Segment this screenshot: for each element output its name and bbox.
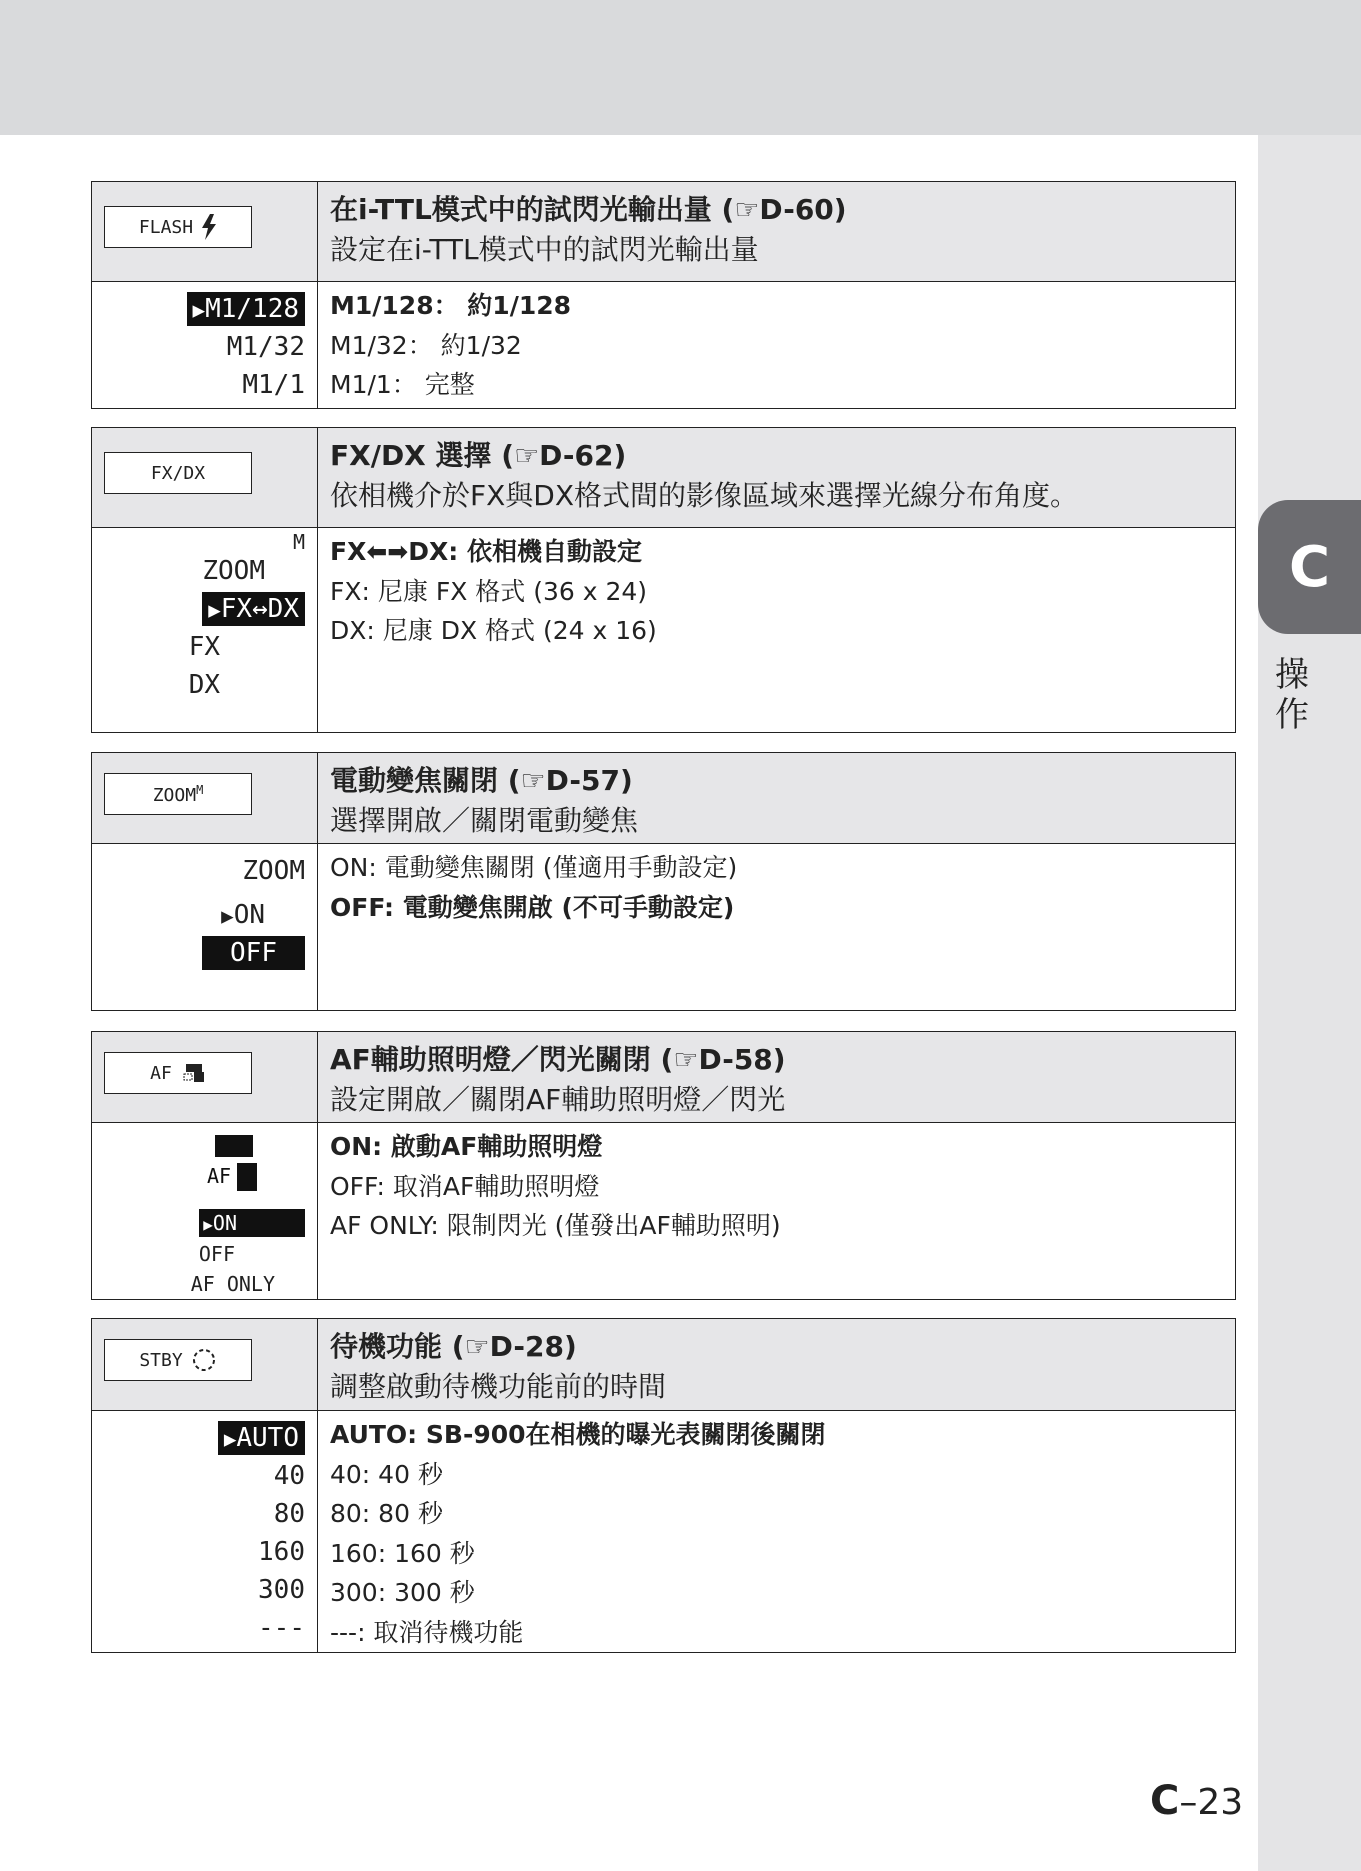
section-fx-dx (91, 427, 1236, 733)
section-title: 待機功能 (☞D-28) (330, 1330, 577, 1363)
option-selected[interactable]: OFF (202, 936, 305, 970)
option-selected[interactable]: ▶M1/128 (187, 292, 305, 326)
top-bar (0, 0, 1361, 135)
section-subtitle: 設定在i-TTL模式中的試閃光輸出量 (330, 233, 759, 266)
option-selected[interactable]: ▶FX↔DX (202, 592, 305, 626)
option-header: M (292, 530, 305, 554)
option[interactable]: M1/32 (226, 332, 305, 362)
menu-chip (104, 1052, 252, 1094)
section-title: FX/DX 選擇 (☞D-62) (330, 439, 627, 472)
chip-label: FLASH (138, 216, 194, 238)
zoom-label: ZOOM (202, 556, 265, 586)
description-line: OFF: 取消AF輔助照明燈 (330, 1171, 600, 1201)
option[interactable]: 80 (273, 1499, 305, 1529)
section-title: AF輔助照明燈／閃光關閉 (☞D-58) (330, 1043, 786, 1076)
selected-arrow-icon: ▶ (192, 298, 206, 322)
selected-arrow-icon: ▶ (221, 904, 234, 928)
section-subtitle: 選擇開啟／關閉電動變焦 (330, 804, 639, 837)
option-selected[interactable]: ▶ON (199, 1209, 305, 1237)
section-subtitle: 調整啟動待機功能前的時間 (330, 1370, 667, 1403)
description-line: M1/32： 約1/32 (330, 330, 522, 360)
zoom-label: ZOOM (242, 856, 305, 886)
description-line: AUTO: SB-900在相機的曝光表關閉後關閉 (330, 1420, 826, 1449)
af-text: AF (207, 1164, 232, 1188)
description-line: 300: 300 秒 (330, 1578, 475, 1607)
selected-arrow-icon: ▶ (208, 598, 221, 622)
menu-chip (104, 773, 252, 815)
description-line: M1/1： 完整 (330, 370, 475, 399)
option[interactable]: 300 (258, 1575, 305, 1605)
description-line: M1/128： 約1/128 (330, 291, 572, 320)
option[interactable]: OFF (198, 1242, 235, 1266)
chapter-tab (1258, 500, 1361, 634)
option[interactable]: 160 (258, 1537, 305, 1567)
chip-label: STBY (139, 1349, 183, 1371)
standby-icon (191, 1347, 217, 1373)
option[interactable]: AF ONLY (190, 1272, 275, 1296)
af-assist-icon (180, 1062, 206, 1084)
chip-label: FX/DX (150, 462, 206, 484)
description-line: 160: 160 秒 (330, 1538, 475, 1568)
option[interactable]: --- (258, 1613, 305, 1643)
flash-icon (201, 214, 217, 240)
description-line: AF ONLY: 限制閃光 (僅發出AF輔助照明) (330, 1211, 781, 1240)
description-line: ON: 電動變焦關閉 (僅適用手動設定) (330, 853, 738, 882)
option[interactable]: DX (188, 670, 220, 700)
chip-cell (92, 182, 318, 281)
page-number: C–23 (1150, 1778, 1244, 1824)
chapter-label: 操作 (1275, 655, 1309, 735)
description-line: FX⬅➡DX: 依相機自動設定 (330, 537, 642, 566)
section-power-zoom (91, 752, 1236, 1011)
section-standby (91, 1318, 1236, 1653)
af-illustration (207, 1133, 257, 1197)
menu-chip (104, 206, 252, 248)
option[interactable]: 40 (273, 1461, 305, 1491)
description-line: 40: 40 秒 (330, 1459, 443, 1489)
description-line: ON: 啟動AF輔助照明燈 (330, 1132, 603, 1161)
chip-label: $ZOOM^M$ (152, 782, 204, 806)
selected-arrow-icon: ▶ (223, 1427, 237, 1451)
section-subtitle: 設定開啟／關閉AF輔助照明燈／閃光 (330, 1083, 786, 1116)
description-line: DX: 尼康 DX 格式 (24 x 16) (330, 616, 657, 645)
section-title: 在i-TTL模式中的試閃光輸出量 (☞D-60) (330, 193, 847, 226)
menu-chip (104, 452, 252, 494)
sidebar (1258, 135, 1361, 1871)
chip-label: AF (150, 1062, 172, 1084)
selected-arrow-icon: ▶ (203, 1215, 213, 1234)
section-subtitle: 依相機介於FX與DX格式間的影像區域來選擇光線分布角度。 (330, 479, 1079, 512)
description-line: ---: 取消待機功能 (330, 1617, 524, 1647)
description-line: FX: 尼康 FX 格式 (36 x 24) (330, 576, 648, 606)
option-current[interactable]: ▶ON (221, 900, 265, 930)
description-line: OFF: 電動變焦開啟 (不可手動設定) (330, 892, 735, 922)
af-assist-illumination-icon (207, 1133, 257, 1193)
section-af-assist (91, 1031, 1236, 1300)
section-title: 電動變焦關閉 (☞D-57) (330, 764, 633, 797)
chapter-letter: C (1288, 534, 1331, 600)
option[interactable]: FX (188, 632, 220, 662)
description-line: 80: 80 秒 (330, 1499, 443, 1528)
menu-chip (104, 1339, 252, 1381)
option[interactable]: M1/1 (242, 370, 305, 400)
section-test-flash (91, 181, 1236, 409)
option-selected[interactable]: ▶AUTO (218, 1421, 305, 1455)
